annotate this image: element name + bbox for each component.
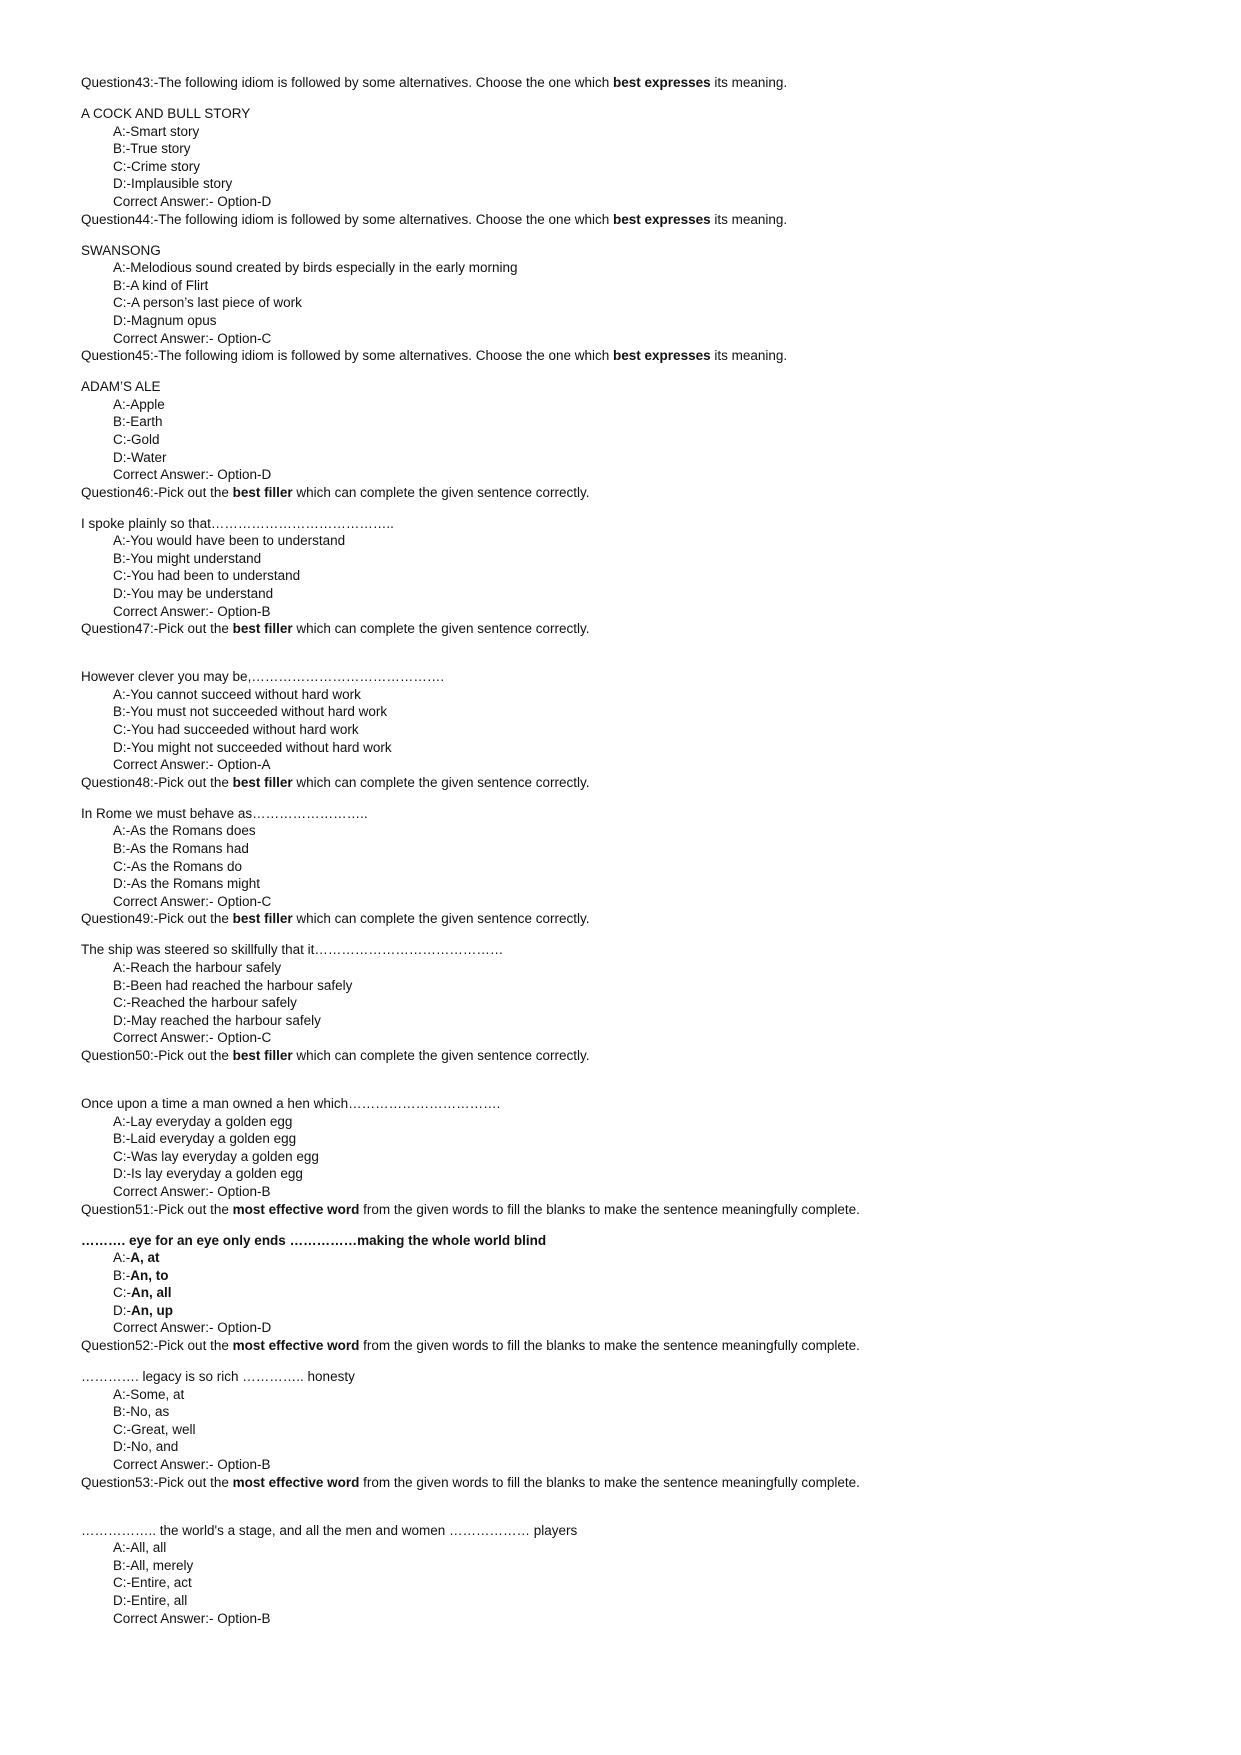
option-b: B:-No, as [113,1404,170,1420]
question-header: Question47:-Pick out the best filler which can complete the given sentence correctly. [81,621,590,637]
question-block [81,1047,1181,1201]
question-stem: …………….. the world's a stage, and all the men and women ……………… players [81,1522,578,1538]
option-b: B:-Been had reached the harbour safely [113,977,353,993]
question-block [81,74,1181,211]
question-stem: SWANSONG [81,242,161,258]
option-b: B:-All, merely [113,1557,194,1573]
question-stem: …………. legacy is so rich ………….. honesty [81,1369,355,1385]
option-a: A:-Smart story [113,123,200,139]
option-a: A:-Apple [113,396,165,412]
question-header: Question50:-Pick out the best filler which can complete the given sentence correctly. [81,1047,590,1063]
question-header: Question45:-The following idiom is followed by some alternatives. Choose the one which best expresses its meaning. [81,348,788,364]
question-header: Question46:-Pick out the best filler which can complete the given sentence correctly. [81,484,590,500]
question-stem: Once upon a time a man owned a hen which……………………………. [81,1095,501,1111]
option-b: B:-Laid everyday a golden egg [113,1131,297,1147]
question-block [81,1474,1181,1628]
option-c: C:-Great, well [113,1421,196,1437]
question-paper [81,74,1181,1627]
correct-answer: Correct Answer:- Option-B [113,1610,271,1626]
correct-answer: Correct Answer:- Option-C [113,330,272,346]
option-a: A:-As the Romans does [113,823,256,839]
option-d: D:-Implausible story [113,176,233,192]
question-stem: ………. eye for an eye only ends ……………making the whole world blind [81,1232,547,1248]
question-stem: In Rome we must behave as…………………….. [81,805,368,821]
option-b: B:-True story [113,141,191,157]
question-header: Question53:-Pick out the most effective word from the given words to fill the blanks to make the sentence meaningfully complete. [81,1474,860,1490]
option-c: C:-Entire, act [113,1575,192,1591]
option-d: D:-Water [113,449,167,465]
option-a: A:-Lay everyday a golden egg [113,1113,293,1129]
question-stem: ADAM’S ALE [81,379,161,395]
question-stem: I spoke plainly so that………………………………….. [81,515,394,531]
question-stem: The ship was steered so skillfully that it…………………………………… [81,942,504,958]
correct-answer: Correct Answer:- Option-D [113,193,272,209]
option-c: C:-You had been to understand [113,568,301,584]
option-c: C:-You had succeeded without hard work [113,722,359,738]
option-d: D:-You might not succeeded without hard work [113,739,392,755]
option-d: D:-No, and [113,1439,179,1455]
question-block [81,211,1181,348]
question-block [81,910,1181,1047]
option-d: D:-May reached the harbour safely [113,1012,321,1028]
option-b: B:-An, to [113,1267,169,1283]
option-c: C:-A person’s last piece of work [113,295,302,311]
option-b: B:-You might understand [113,550,262,566]
option-a: A:-Melodious sound created by birds especially in the early morning [113,260,518,276]
correct-answer: Correct Answer:- Option-C [113,1030,272,1046]
option-b: B:-You must not succeeded without hard work [113,704,388,720]
option-a: A:-A, at [113,1250,160,1266]
option-d: D:-An, up [113,1302,173,1318]
option-c: C:-An, all [113,1285,172,1301]
question-block [81,347,1181,484]
correct-answer: Correct Answer:- Option-B [113,603,271,619]
question-block [81,1337,1181,1474]
question-header: Question49:-Pick out the best filler which can complete the given sentence correctly. [81,911,590,927]
question-header: Question44:-The following idiom is followed by some alternatives. Choose the one which best expresses its meaning. [81,211,788,227]
option-b: B:-A kind of Flirt [113,277,209,293]
option-c: C:-As the Romans do [113,858,243,874]
option-a: A:-Some, at [113,1386,185,1402]
question-stem: A COCK AND BULL STORY [81,106,251,121]
question-header: Question52:-Pick out the most effective word from the given words to fill the blanks to make the sentence meaningfully complete. [81,1338,860,1354]
option-c: C:-Crime story [113,158,201,174]
option-a: A:-Reach the harbour safely [113,959,282,975]
option-a: A:-All, all [113,1540,167,1556]
correct-answer: Correct Answer:- Option-B [113,1183,271,1199]
question-block [81,1201,1181,1338]
question-block [81,484,1181,621]
question-header: Question43:-The following idiom is followed by some alternatives. Choose the one which best expresses its meaning. [81,75,788,90]
option-b: B:-Earth [113,414,163,430]
question-header: Question48:-Pick out the best filler which can complete the given sentence correctly. [81,774,590,790]
question-stem: However clever you may be,……………………………………. [81,669,445,685]
correct-answer: Correct Answer:- Option-B [113,1457,271,1473]
question-header: Question51:-Pick out the most effective word from the given words to fill the blanks to make the sentence meaningfully complete. [81,1201,860,1217]
option-d: D:-Is lay everyday a golden egg [113,1166,303,1182]
option-a: A:-You cannot succeed without hard work [113,686,361,702]
option-b: B:-As the Romans had [113,841,249,856]
option-d: D:-You may be understand [113,586,274,602]
question-block [81,620,1181,774]
correct-answer: Correct Answer:- Option-C [113,893,272,909]
option-d: D:-Magnum opus [113,312,217,328]
option-c: C:-Was lay everyday a golden egg [113,1148,319,1164]
option-d: D:-As the Romans might [113,876,261,892]
correct-answer: Correct Answer:- Option-D [113,467,272,483]
option-d: D:-Entire, all [113,1593,188,1608]
correct-answer: Correct Answer:- Option-D [113,1320,272,1336]
option-a: A:-You would have been to understand [113,533,346,549]
option-c: C:-Reached the harbour safely [113,995,297,1011]
correct-answer: Correct Answer:- Option-A [113,757,271,773]
question-block [81,774,1181,911]
option-c: C:-Gold [113,431,160,447]
